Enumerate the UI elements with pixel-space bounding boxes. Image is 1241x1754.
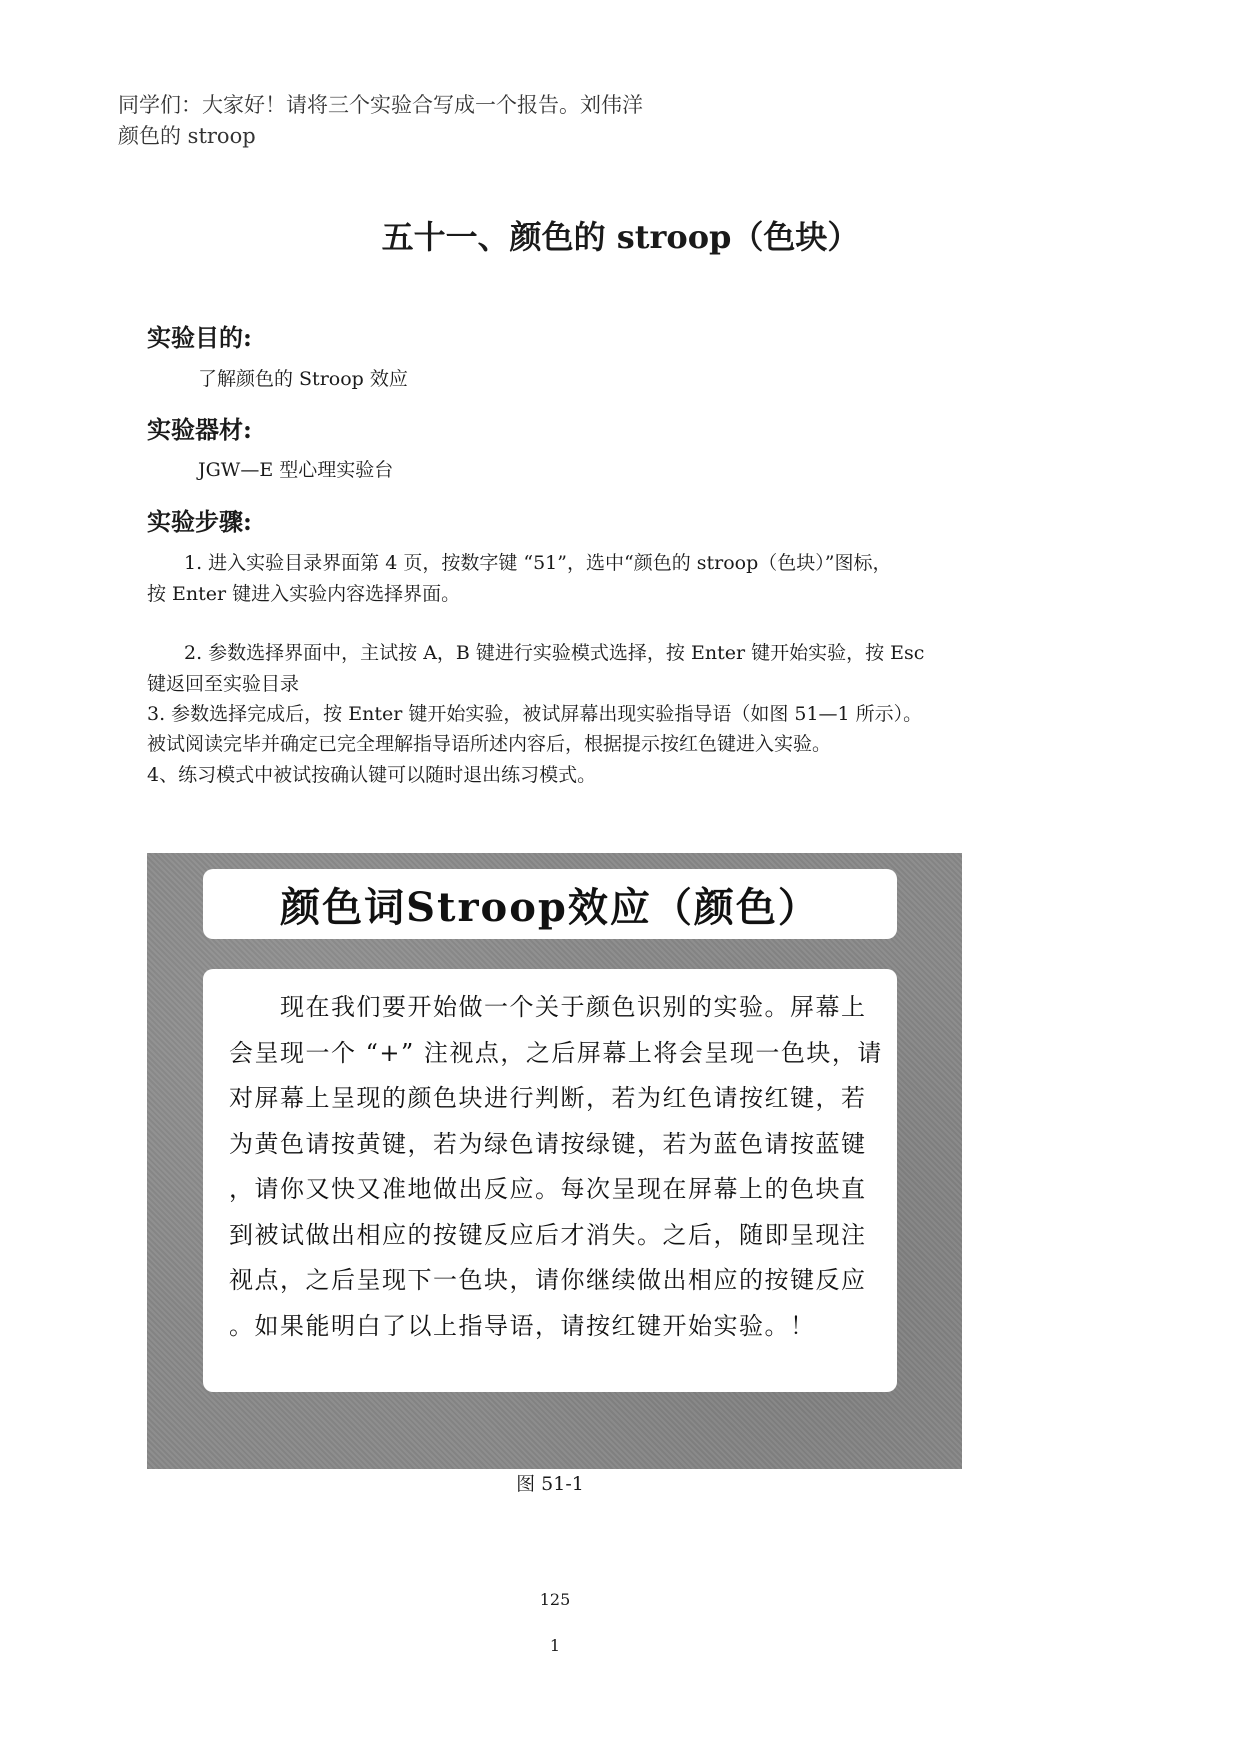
purpose-heading: 实验目的: — [147, 323, 252, 352]
book-page-number: 125 — [539, 1590, 571, 1609]
document-page-number: 1 — [549, 1636, 561, 1655]
figure-instruction-screen — [147, 853, 962, 1469]
header-note-line-1: 同学们：大家好！请将三个实验合写成一个报告。刘伟洋 — [118, 93, 643, 117]
step-line: 按 Enter 键进入实验内容选择界面。 — [147, 583, 461, 605]
instruction-line: 到被试做出相应的按键反应后才消失。之后，随即呈现注 — [229, 1220, 867, 1249]
instruction-line: 为黄色请按黄键，若为绿色请按绿键，若为蓝色请按蓝键 — [229, 1129, 867, 1158]
steps-heading: 实验步骤: — [147, 507, 252, 536]
step-line: 被试阅读完毕并确定已完全理解指导语所述内容后，根据提示按红色键进入实验。 — [147, 733, 832, 755]
figure-caption: 图 51-1 — [516, 1473, 584, 1495]
step-line: 3. 参数选择完成后，按 Enter 键开始实验，被试屏幕出现实验指导语（如图 51—1 所示）。 — [147, 703, 923, 725]
header-note-line-2: 颜色的 stroop — [118, 124, 256, 148]
step-line: 4、练习模式中被试按确认键可以随时退出练习模式。 — [147, 764, 597, 786]
step-line: 键返回至实验目录 — [147, 673, 300, 695]
equipment-text: JGW—E 型心理实验台 — [198, 459, 394, 481]
equipment-heading: 实验器材: — [147, 415, 252, 444]
instruction-line: 会呈现一个 “+” 注视点，之后屏幕上将会呈现一色块，请 — [229, 1038, 883, 1067]
instruction-line: ，请你又快又准地做出反应。每次呈现在屏幕上的色块直 — [229, 1175, 867, 1203]
instruction-line: 。如果能明白了以上指导语，请按红键开始实验。！ — [229, 1311, 816, 1340]
step-line: 1. 进入实验目录界面第 4 页，按数字键 “51”，选中“颜色的 stroop（色块）”图标， — [184, 552, 892, 574]
instruction-line: 对屏幕上呈现的颜色块进行判断，若为红色请按红键，若 — [229, 1084, 867, 1112]
instruction-line: 视点，之后呈现下一色块，请你继续做出相应的按键反应 — [229, 1266, 867, 1294]
figure-instruction-text — [203, 969, 897, 1392]
step-line: 2. 参数选择界面中，主试按 A，B 键进行实验模式选择，按 Enter 键开始实验，按 Esc — [184, 642, 925, 664]
instruction-line: 现在我们要开始做一个关于颜色识别的实验。屏幕上 — [229, 993, 867, 1021]
chapter-title: 五十一、颜色的 stroop（色块） — [381, 218, 860, 256]
figure-title: 颜色词Stroop效应（颜色） — [203, 869, 897, 939]
purpose-text: 了解颜色的 Stroop 效应 — [198, 368, 408, 390]
